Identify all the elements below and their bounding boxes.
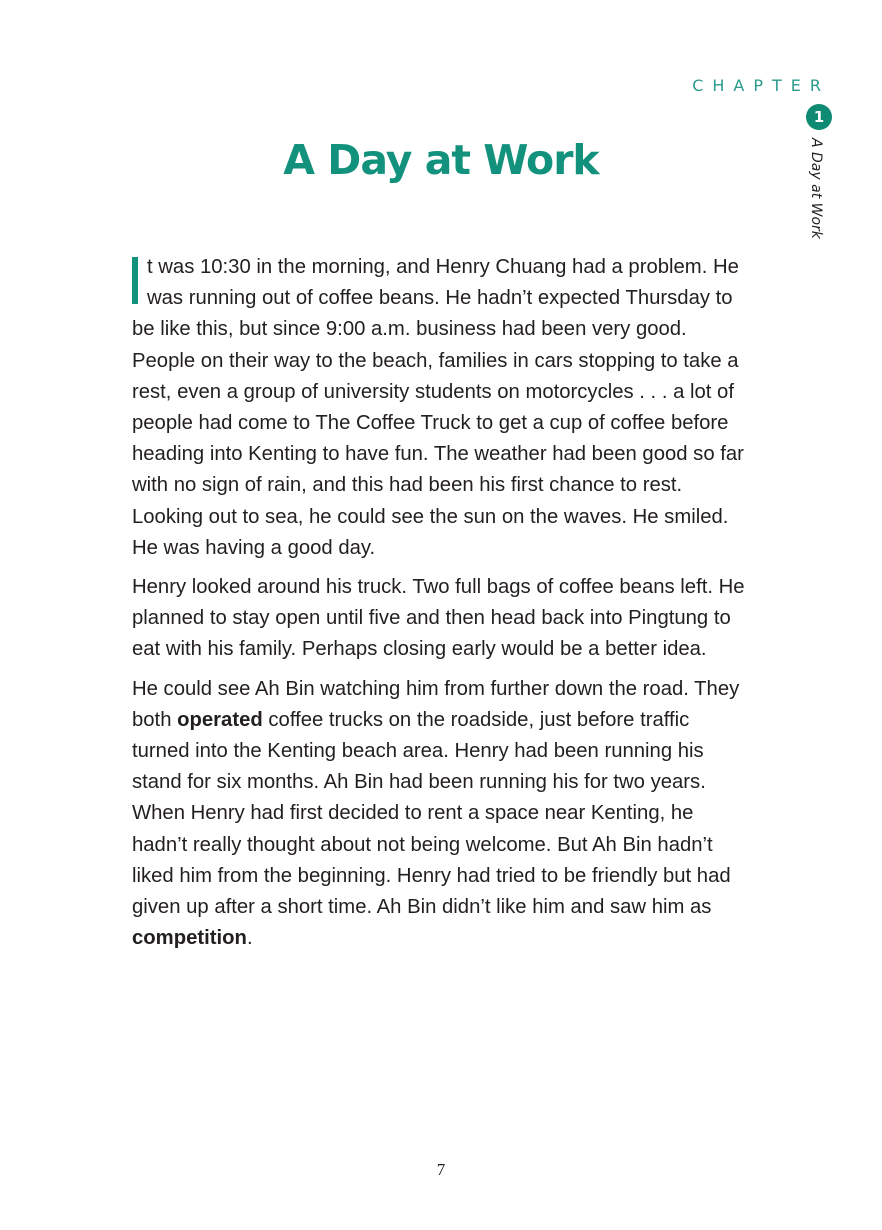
chapter-title: A Day at Work bbox=[283, 136, 599, 184]
paragraph-3-text-a: He could see Ah Bin watching him from further down the road. They both bbox=[132, 677, 740, 731]
body-text bbox=[132, 252, 752, 962]
chapter-number-badge: 1 bbox=[806, 104, 832, 130]
page-number: 7 bbox=[436, 1160, 446, 1179]
paragraph-1-text: t was 10:30 in the morning, and Henry Chuang had a problem. He was running out of coffee beans. He hadn’t expected Thursday to be like this, but since 9:00 a.m. business had been very good. People on their way to the beach, families in cars stopping to take a rest, even a group of university students on motorcycles . . . a lot of people had come to The Coffee Truck to get a cup of coffee before heading into Kenting to have fun. The weather had been good so far with no sign of rain, and this had been his first chance to rest. Looking out to sea, he could see the sun on the waves. He smiled. He was having a good day. bbox=[132, 256, 744, 559]
vocab-competition: competition bbox=[132, 927, 247, 950]
drop-cap bbox=[132, 257, 138, 304]
paragraph-2-text: Henry looked around his truck. Two full bags of coffee beans left. He planned to stay open until five and then head back into Pingtung to eat with his family. Perhaps closing early would be a better idea. bbox=[132, 576, 745, 661]
chapter-label: CHAPTER bbox=[692, 76, 830, 95]
vocab-operated: operated bbox=[177, 708, 263, 731]
paragraph-3-text-c: . bbox=[246, 927, 253, 950]
paragraph-1 bbox=[132, 252, 752, 564]
side-running-title: A Day at Work bbox=[808, 138, 824, 239]
paragraph-3 bbox=[132, 674, 752, 955]
paragraph-2 bbox=[132, 572, 752, 666]
paragraph-3-text-b: coffee trucks on the roadside, just before traffic turned into the Kenting beach area. Henry had been running his stand for six months. Ah Bin had been running his for two years. When Henry had first decided to rent a space near Kenting, he hadn’t really thought about not being welcome. But Ah Bin hadn’t liked him from the beginning. Henry had tried to be friendly but had given up after a short time. Ah Bin didn’t like him and saw him as bbox=[132, 708, 731, 919]
